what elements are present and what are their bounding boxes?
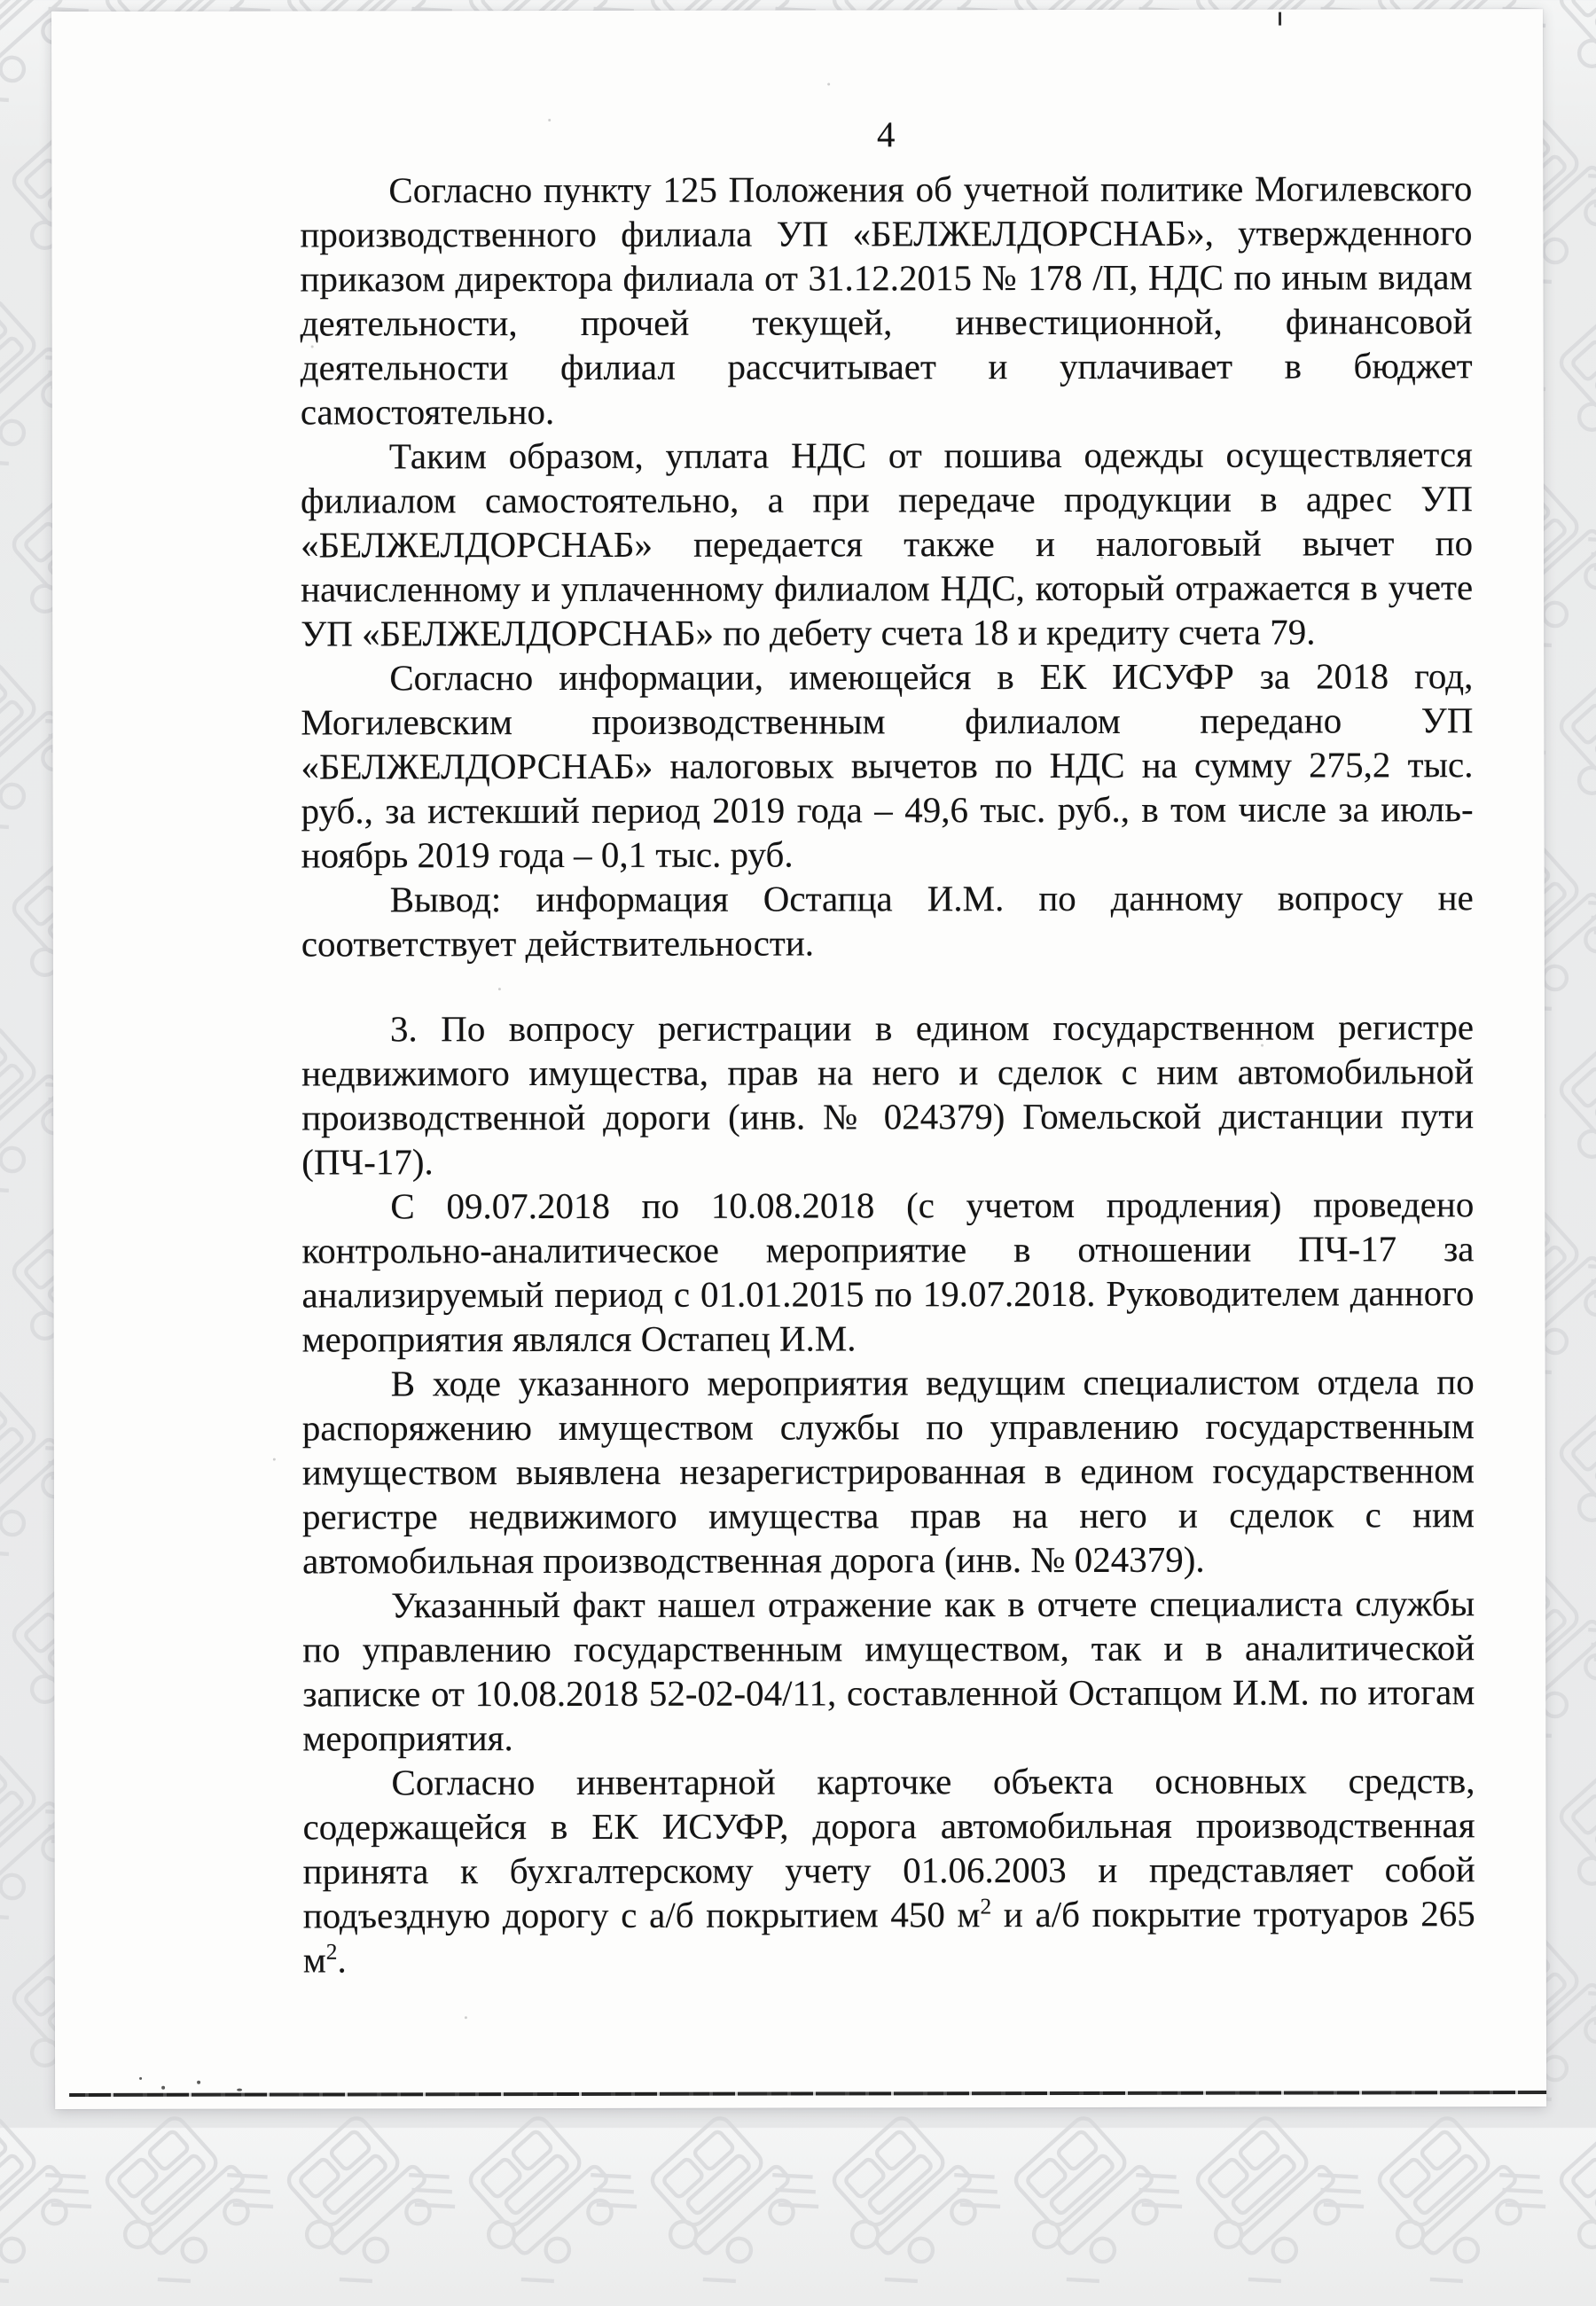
- scan-noise-dot: [237, 2089, 242, 2091]
- paragraph-7: В ходе указанного мероприятия ведущим специалистом отдела по распоряжению имуществом службы по управлению государственным имуществом выявлена незарегистрированная в едином государственном регистре недвижимого имущества прав на него и сделок с ним автомобильная производственная дорога (инв. № 024379).: [301, 1361, 1475, 1582]
- paragraph-6: С 09.07.2018 по 10.08.2018 (с учетом продления) проведено контрольно-аналитическое мероприятие в отношении ПЧ-17 за анализируемый период с 01.01.2015 по 19.07.2018. Руководителем данного мероприятия являлся Остапец И.М.: [301, 1184, 1475, 1360]
- paragraph-4: Вывод: информация Остапца И.М. по данному вопросу не соответствует действительности.: [301, 877, 1474, 965]
- paragraph-8: Указанный факт нашел отражение как в отчете специалиста службы по управлению государственным имуществом, так и в аналитической записке от 10.08.2018 52-02-04/11, составленной Остапцом И.М. по итогам мероприятия.: [302, 1583, 1475, 1759]
- scan-noise-dot: [161, 2086, 165, 2090]
- scan-artifact-line: [69, 2091, 1546, 2097]
- document-text-column: [300, 111, 1475, 1982]
- paragraph-9: Согласно инвентарной карточке объекта основных средств, содержащейся в ЕК ИСУФР, дорога автомобильная производственная принята к бухгалтерскому учету 01.06.2003 и представляет собой подъездную дорогу с а/б покрытием 450 $м^2$ и а/б покрытие тротуаров 265 $м^2$.: [302, 1760, 1475, 1981]
- scan-artifact-tick: [1279, 12, 1281, 26]
- scan-noise-dot: [139, 2077, 142, 2080]
- page-number: 4: [876, 113, 896, 155]
- document-page: [51, 9, 1546, 2109]
- paragraph-3: Согласно информации, имеющейся в ЕК ИСУФР за 2018 год, Могилевским производственным филиалом передано УП «БЕЛЖЕЛДОРСНАБ» налоговых вычетов по НДС на сумму 275,2 тыс. руб., за истекший период 2019 года – 49,6 тыс. руб., в том числе за июль-ноябрь 2019 года – 0,1 тыс. руб.: [301, 655, 1474, 876]
- paragraph-2: Таким образом, уплата НДС от пошива одежды осуществляется филиалом самостоятельно, а при передаче продукции в адрес УП «БЕЛЖЕЛДОРСНАБ» передается также и налоговый вычет по начисленному и уплаченному филиалом НДС, который отражается в учете УП «БЕЛЖЕЛДОРСНАБ» по дебету счета 18 и кредиту счета 79.: [300, 434, 1474, 654]
- document-body: [300, 166, 1475, 1982]
- paragraph-1: Согласно пункту 125 Положения об учетной политике Могилевского производственного филиала УП «БЕЛЖЕЛДОРСНАБ», утвержденного приказом директора филиала от 31.12.2015 № 178 /П, НДС по иным видам деятельности, прочей текущей, инвестиционной, финансовой деятельности филиал рассчитывает и уплачивает в бюджет самостоятельно.: [300, 168, 1473, 433]
- scan-noise-dot: [197, 2081, 200, 2084]
- paragraph-5: 3. По вопросу регистрации в едином государственном регистре недвижимого имущества, прав на него и сделок с ним автомобильной производственной дороги (инв. № 024379) Гомельской дистанции пути (ПЧ-17).: [301, 1006, 1475, 1183]
